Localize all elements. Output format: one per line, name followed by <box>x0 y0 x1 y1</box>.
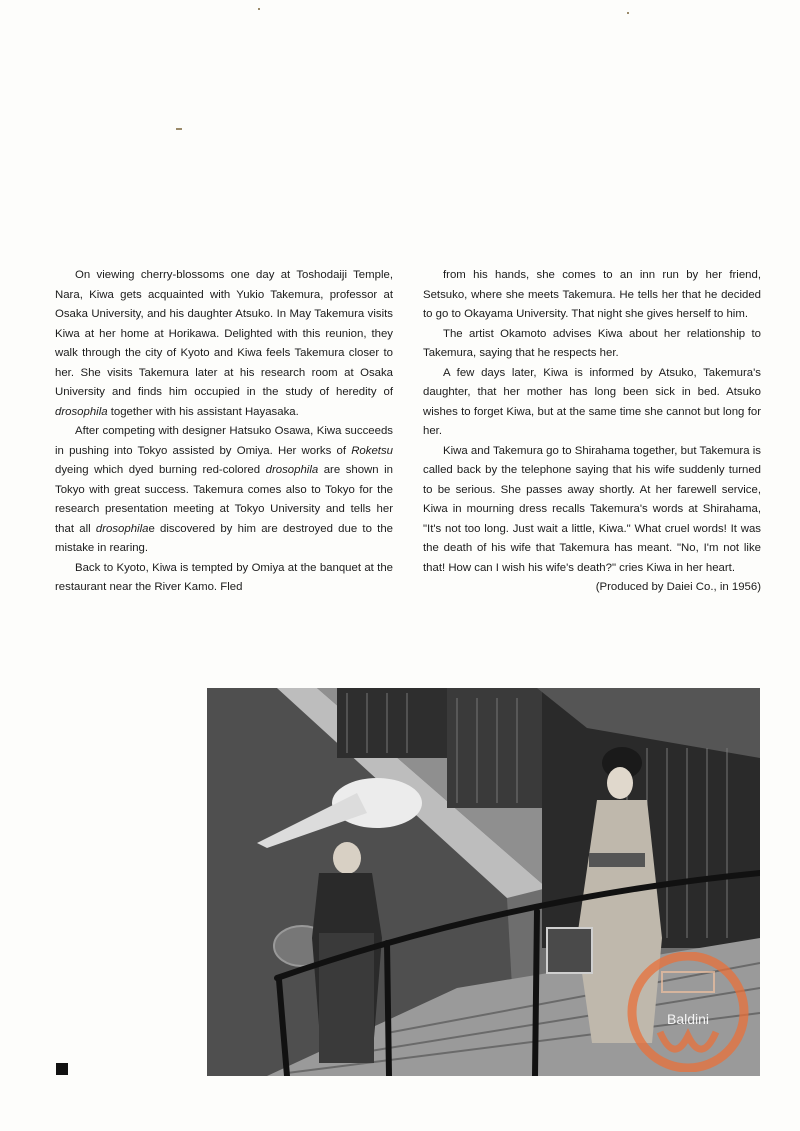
text-run: On viewing cherry-blossoms one day at Toshodaiji Temple, Nara, Kiwa gets acquainted with Yukio Takemura, professor at Osaka University, and his daughter Atsuko. In May Takemura visits Kiwa at her home at Horikawa. Delighted with this reunion, they walk through the city of Kyoto and Kiwa feels Takemura closer to her. She visits Takemura later at his research room at Osaka University and finds him occupied in the study of heredity of <box>55 269 393 398</box>
article-paragraph <box>55 266 393 422</box>
article-paragraph <box>423 442 761 579</box>
text-column-left <box>55 266 393 598</box>
article-paragraph <box>423 364 761 442</box>
text-run: The artist Okamoto advises Kiwa about her relationship to Takemura, saying that he respects her. <box>423 327 761 359</box>
production-credit: (Produced by Daiei Co., in 1956) <box>595 581 761 593</box>
text-run: After competing with designer Hatsuko Osawa, Kiwa succeeds in pushing into Tokyo assisted by Omiya. Her works of <box>55 425 393 457</box>
text-run: e discovered by him are destroyed due to the mistake in rearing. <box>55 522 393 554</box>
italic-term: Roketsu <box>351 444 393 457</box>
right-body <box>423 266 761 578</box>
text-run: Kiwa and Takemura go to Shirahama together, but Takemura is called back by the telephone saying that his wife suddenly turned to be serious. She passes away shortly. At her farewell service, Kiwa in mourning dress recalls Takemura's words at Shirahama, "It's not too long. Just wait a little, Kiwa." What cruel words! It was the death of his wife that Takemura has meant. "No, I'm not like that! How can I wish his wife's death?" cries Kiwa in her heart. <box>423 444 761 574</box>
text-run: dyeing which dyed burning red-colored <box>55 464 266 476</box>
italic-term: drosophila <box>55 405 108 418</box>
italic-term: drosophila <box>265 464 319 476</box>
italic-term: drosophila <box>95 522 149 535</box>
text-run: from his hands, she comes to an inn run by her friend, Setsuko, where she meets Takemura. He tells her that he decided to go to Okayama University. That night she gives herself to him. <box>423 269 761 320</box>
print-speck <box>176 128 182 130</box>
text-run: are shown in Tokyo with great success. Takemura comes also to Tokyo for the research presentation meeting at Tokyo University and tells her that all <box>55 464 394 535</box>
baldini-watermark <box>620 952 756 1072</box>
article-paragraph <box>423 266 761 325</box>
page-marker-square <box>56 1063 68 1075</box>
text-column-right <box>423 266 761 598</box>
watermark-label: Baldini <box>666 1011 710 1027</box>
article-paragraph <box>423 325 761 364</box>
text-run: Back to Kyoto, Kiwa is tempted by Omiya at the banquet at the restaurant near the River Kamo. Fled <box>55 561 393 593</box>
text-run: together with his assistant Hayasaka. <box>107 405 299 418</box>
print-speck <box>627 12 629 14</box>
print-speck <box>258 8 260 10</box>
article-paragraph <box>55 559 393 598</box>
article-paragraph <box>55 422 393 559</box>
text-run: A few days later, Kiwa is informed by Atsuko, Takemura's daughter, that her mother has long been sick in bed. Atsuko wishes to forget Kiwa, but at the same time she cannot but long for her. <box>423 366 761 437</box>
